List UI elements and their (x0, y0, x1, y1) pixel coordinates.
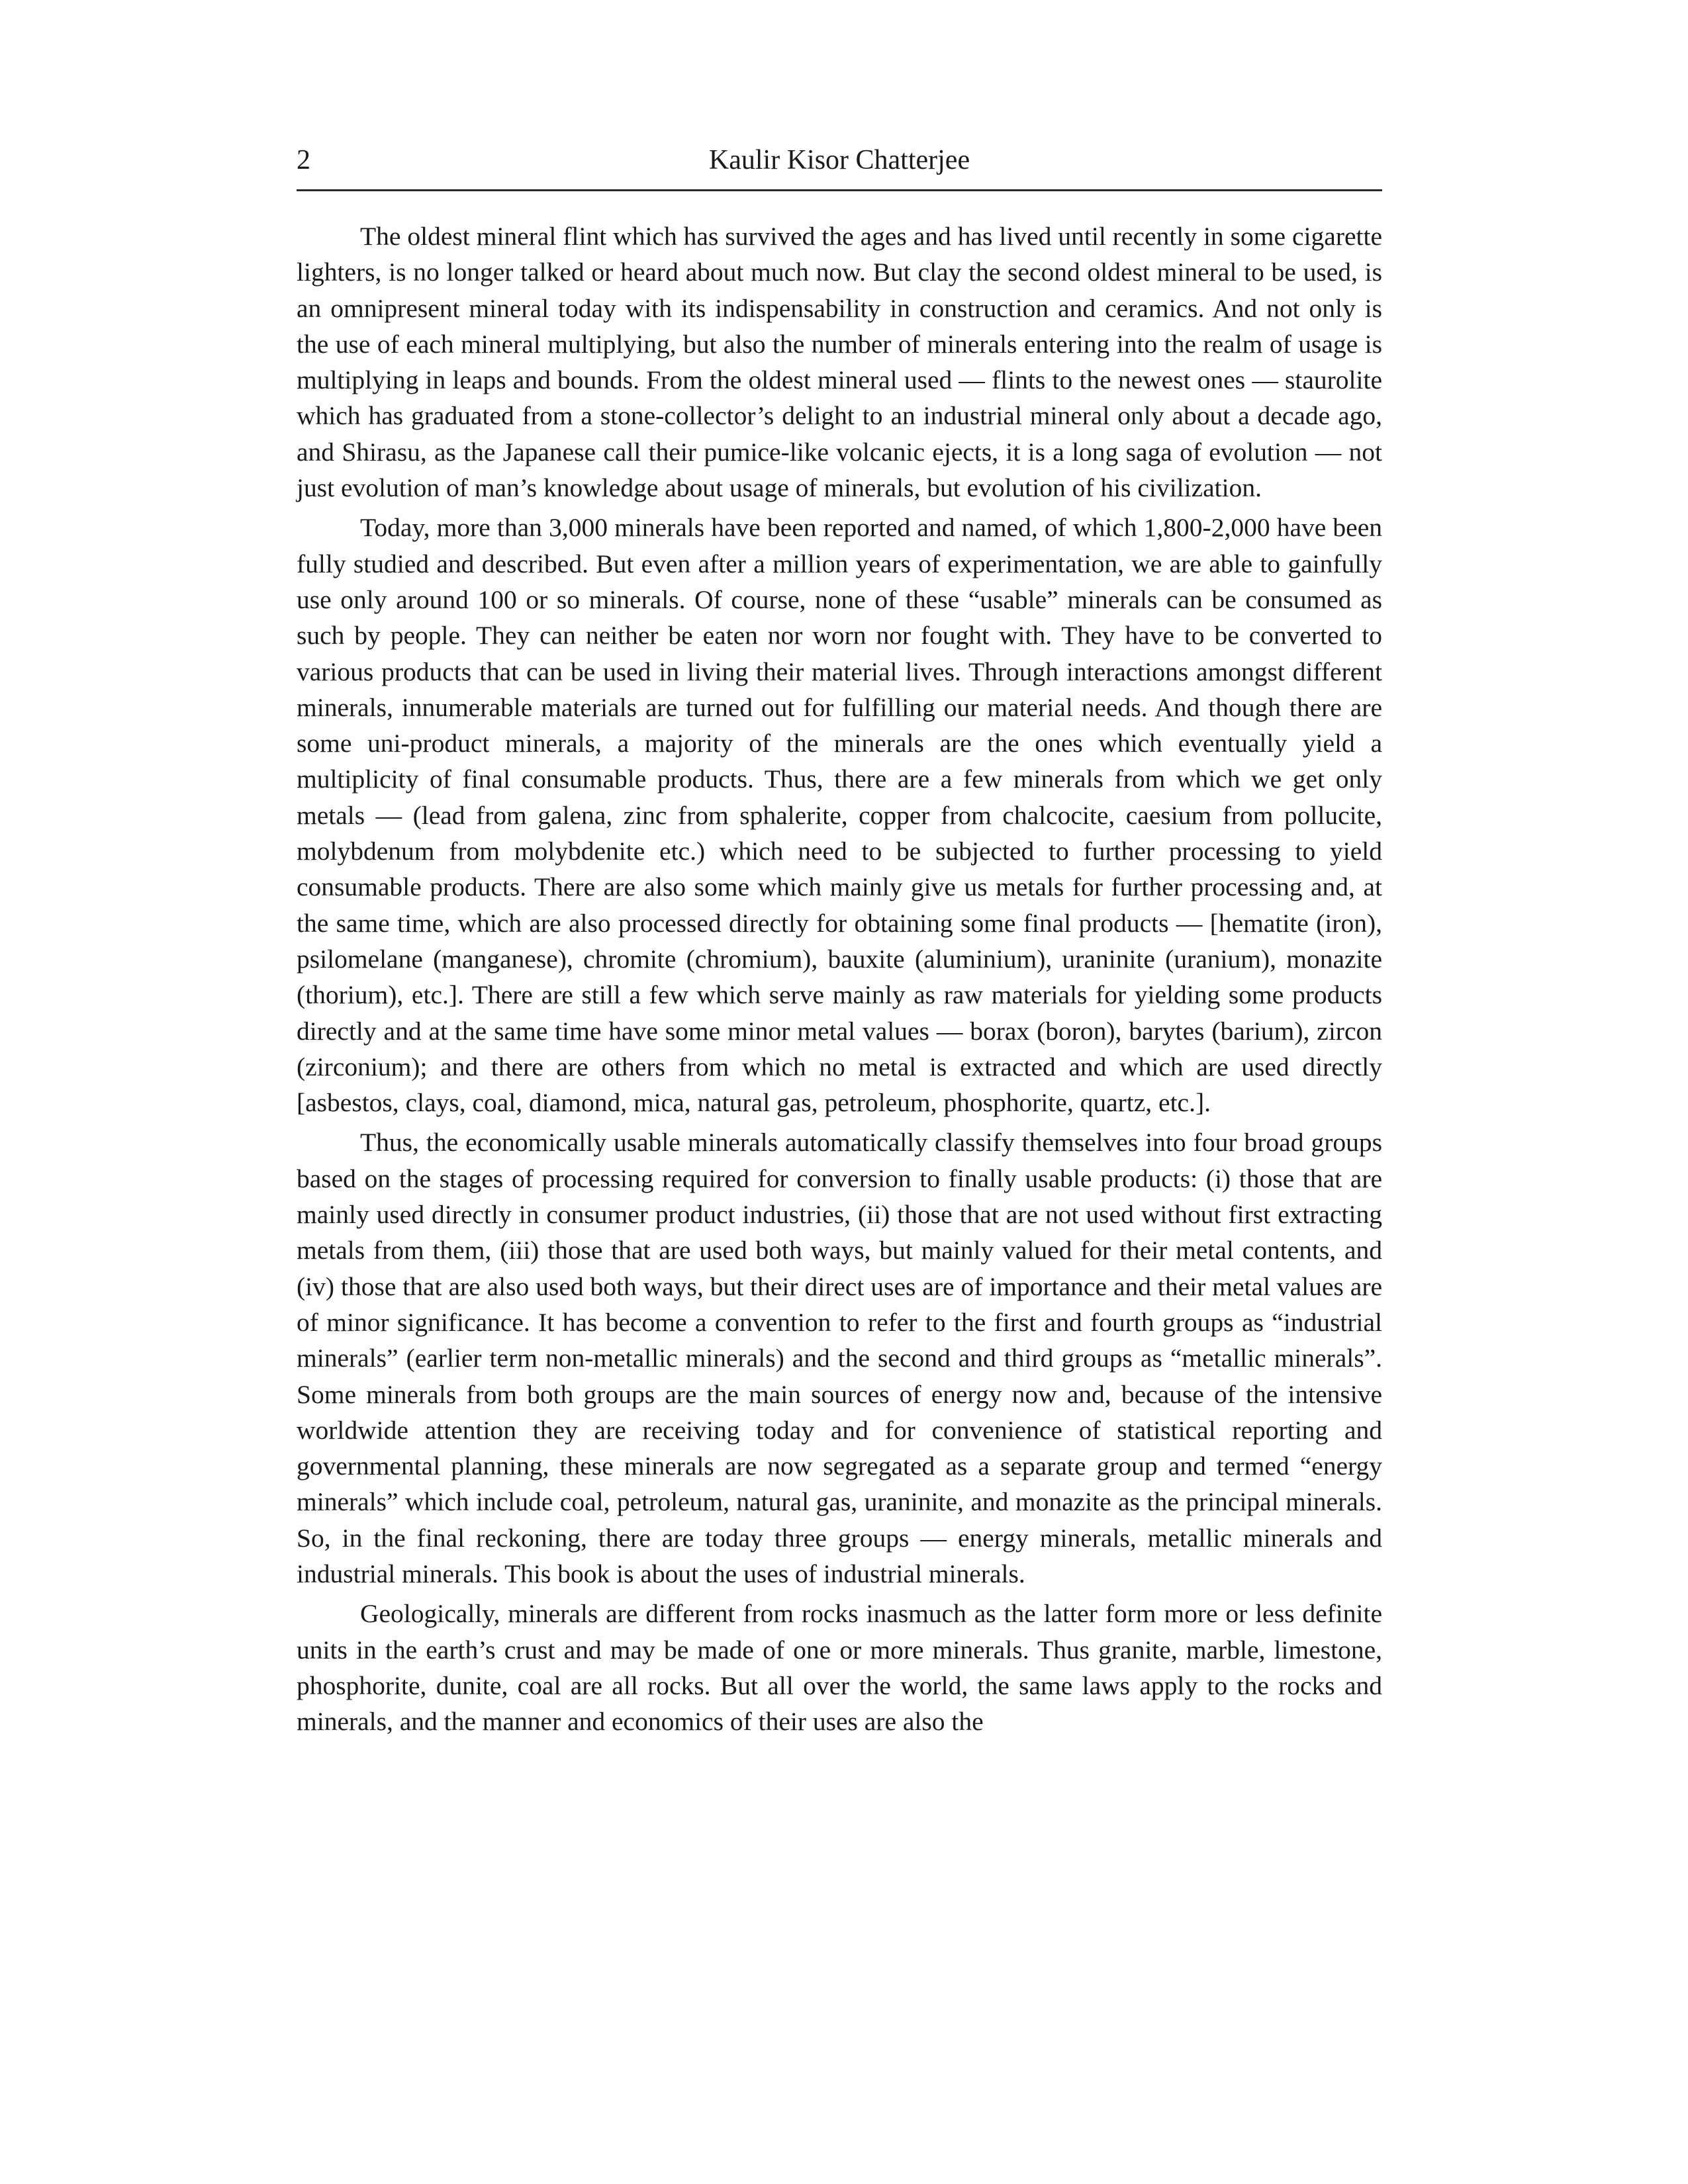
body-text (297, 218, 1382, 1739)
running-head-author: Kaulir Kisor Chatterjee (708, 145, 970, 175)
page-header (297, 140, 1382, 191)
page-number: 2 (297, 145, 310, 175)
paragraph-2: Today, more than 3,000 minerals have been reported and named, of which 1,800-2,000 have been fully studied and described. But even after a million years of experimentation, we are able to gainfully use only around 100 or so minerals. Of course, none of these “usable” minerals can be consumed as such by people. They can neither be eaten nor worn nor fought with. They have to be converted to various products that can be used in living their material lives. Through interactions amongst different minerals, innumerable materials are turned out for fulfilling our material needs. And though there are some uni-product minerals, a majority of the minerals are the ones which eventually yield a multiplicity of final consumable products. Thus, there are a few minerals from which we get only metals — (lead from galena, zinc from sphalerite, copper from chalcocite, caesium from pollucite, molybdenum from molybdenite etc.) which need to be subjected to further processing to yield consumable products. There are also some which mainly give us metals for further processing and, at the same time, which are also processed directly for obtaining some final products — [hematite (iron), psilomelane (manganese), chromite (chromium), bauxite (aluminium), uraninite (uranium), monazite (thorium), etc.]. There are still a few which serve mainly as raw materials for yielding some products directly and at the same time have some minor metal values — borax (boron), barytes (barium), zircon (zirconium); and there are others from which no metal is extracted and which are used directly [asbestos, clays, coal, diamond, mica, natural gas, petroleum, phosphorite, quartz, etc.]. (297, 513, 1382, 1118)
paragraph-3: Thus, the economically usable minerals automatically classify themselves into four broad groups based on the stages of processing required for conversion to finally usable products: (i) those that are mainly used directly in consumer product industries, (ii) those that are not used without first extracting metals from them, (iii) those that are used both ways, but mainly valued for their metal contents, and (iv) those that are also used both ways, but their direct uses are of importance and their metal values are of minor significance. It has become a convention to refer to the first and fourth groups as “industrial minerals” (earlier term non-metallic minerals) and the second and third groups as “metallic minerals”. Some minerals from both groups are the main sources of energy now and, because of the intensive worldwide attention they are receiving today and for convenience of statistical reporting and governmental planning, these minerals are now segregated as a separate group and termed “energy minerals” which include coal, petroleum, natural gas, uraninite, and monazite as the principal minerals. So, in the final reckoning, there are today three groups — energy minerals, metallic minerals and industrial minerals. This book is about the uses of industrial minerals. (297, 1128, 1382, 1588)
paragraph-1: The oldest mineral flint which has survived the ages and has lived until recently in some cigarette lighters, is no longer talked or heard about much now. But clay the second oldest mineral to be used, is an omnipresent mineral today with its indispensability in construction and ceramics. And not only is the use of each mineral multiplying, but also the number of minerals entering into the realm of usage is multiplying in leaps and bounds. From the oldest mineral used — flints to the newest ones — staurolite which has graduated from a stone-collector’s delight to an industrial mineral only about a decade ago, and Shirasu, as the Japanese call their pumice-like volcanic ejects, it is a long saga of evolution — not just evolution of man’s knowledge about usage of minerals, but evolution of his civilization. (297, 222, 1382, 503)
paragraph-4: Geologically, minerals are different from rocks inasmuch as the latter form more or less definite units in the earth’s crust and may be made of one or more minerals. Thus granite, marble, limestone, phosphorite, dunite, coal are all rocks. But all over the world, the same laws apply to the rocks and minerals, and the manner and economics of their uses are also the (297, 1599, 1382, 1737)
